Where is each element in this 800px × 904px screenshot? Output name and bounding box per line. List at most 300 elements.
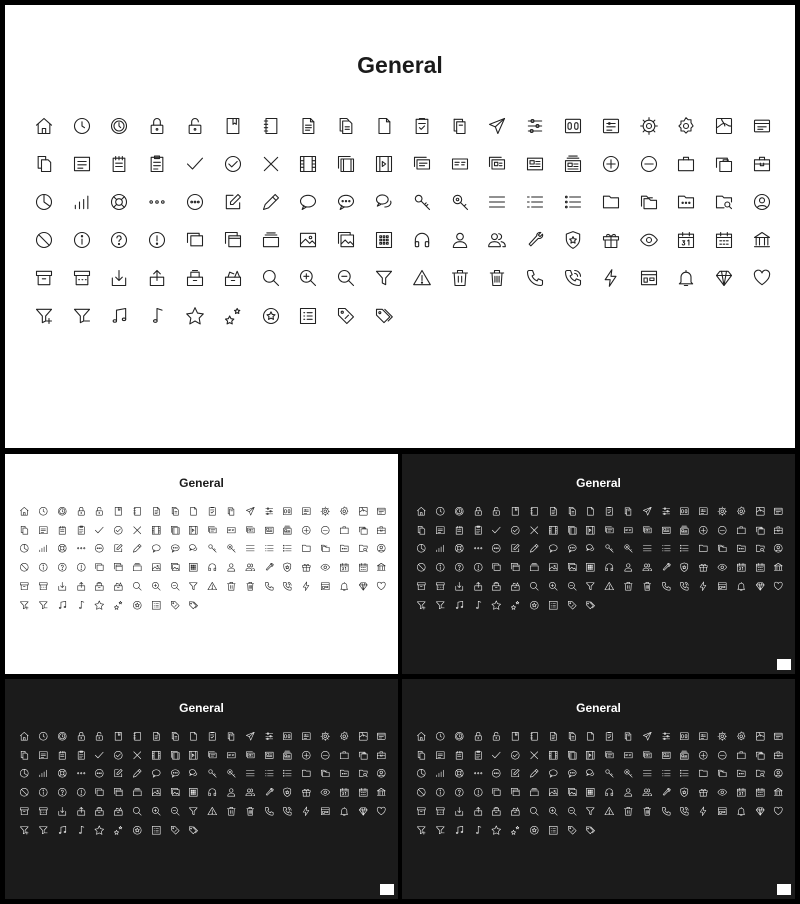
dots-circle-icon (176, 183, 214, 221)
funnel-icon (581, 802, 600, 821)
news-stack-icon (675, 746, 694, 765)
gear-icon (316, 502, 335, 521)
tags-icon (184, 821, 203, 840)
lock-open-icon (90, 502, 109, 521)
copy-icon (412, 746, 431, 765)
clipboard-icon (138, 145, 176, 183)
send-icon (638, 502, 657, 521)
bar-chart-icon (431, 539, 450, 558)
close-icon (525, 521, 544, 540)
warning-icon (403, 259, 441, 297)
list-icon (656, 764, 675, 783)
trash-icon (222, 577, 241, 596)
gear-icon (713, 502, 732, 521)
sliders-icon (259, 502, 278, 521)
calendar-31-icon (335, 558, 354, 577)
blank-page-icon (581, 502, 600, 521)
stars-icon (214, 297, 252, 335)
video-icon (184, 521, 203, 540)
note-icon (63, 145, 101, 183)
music-notes-icon (450, 596, 469, 615)
search-icon (128, 577, 147, 596)
edit-icon (109, 539, 128, 558)
lightning-icon (592, 259, 630, 297)
pencil-icon (525, 764, 544, 783)
stars-icon (109, 596, 128, 615)
note-icon (431, 521, 450, 540)
home-icon (15, 502, 34, 521)
lifebuoy-icon (101, 183, 139, 221)
film-icon (147, 521, 166, 540)
calendar-icon (750, 558, 769, 577)
tag-icon (165, 596, 184, 615)
phone-call-icon (278, 802, 297, 821)
bank-icon (372, 783, 391, 802)
settings-panel-icon (694, 502, 713, 521)
key-icon (600, 764, 619, 783)
chat-cards-icon (403, 145, 441, 183)
zoom-in-icon (147, 577, 166, 596)
box-upload-icon (71, 577, 90, 596)
box-upload-icon (138, 259, 176, 297)
clipboard-page-icon (403, 107, 441, 145)
alert-icon (138, 221, 176, 259)
store-icon (713, 802, 732, 821)
trash-lines-icon (241, 802, 260, 821)
lightning-icon (694, 577, 713, 596)
minus-circle-icon (316, 746, 335, 765)
pencil-icon (128, 539, 147, 558)
image-icon (544, 558, 563, 577)
funnel-plus-icon (15, 821, 34, 840)
phone-call-icon (675, 577, 694, 596)
copy-icon (15, 521, 34, 540)
box-dots-icon (63, 259, 101, 297)
headphones-icon (203, 783, 222, 802)
close-icon (128, 521, 147, 540)
box-upload-icon (468, 802, 487, 821)
shield-star-icon (278, 558, 297, 577)
heart-icon (769, 802, 788, 821)
bank-icon (769, 783, 788, 802)
box-dots-icon (431, 802, 450, 821)
speech-bubble-icon (147, 764, 166, 783)
notebook-icon (128, 727, 147, 746)
archive-box-icon (412, 577, 431, 596)
image-icon (544, 783, 563, 802)
ban-icon (15, 783, 34, 802)
zoom-out-icon (165, 802, 184, 821)
inbox-download-icon (450, 577, 469, 596)
folder-search-icon (705, 183, 743, 221)
user-icon (222, 558, 241, 577)
menu-icon (638, 764, 657, 783)
clock-icon (34, 727, 53, 746)
check-circle-icon (506, 521, 525, 540)
menu-icon (241, 539, 260, 558)
copy-icon (15, 746, 34, 765)
checklist-icon (544, 596, 563, 615)
archive-box-icon (412, 802, 431, 821)
notebook-icon (525, 502, 544, 521)
badge-gear-icon (732, 727, 751, 746)
slide-main (5, 5, 795, 448)
music-note-icon (468, 821, 487, 840)
films-icon (562, 521, 581, 540)
chat-cards-icon (203, 521, 222, 540)
toggle-panel-icon (675, 727, 694, 746)
folder-search-icon (353, 539, 372, 558)
user-circle-icon (769, 764, 788, 783)
lifebuoy-icon (53, 539, 72, 558)
music-notes-icon (101, 297, 139, 335)
calendar-icon (353, 783, 372, 802)
image-icon (147, 783, 166, 802)
star-circle-icon (128, 821, 147, 840)
star-icon (90, 596, 109, 615)
id-card-icon (638, 746, 657, 765)
windows-icon (90, 558, 109, 577)
check-circle-icon (109, 521, 128, 540)
video-icon (184, 746, 203, 765)
shield-star-icon (278, 783, 297, 802)
clock-filled-icon (53, 727, 72, 746)
question-icon (53, 558, 72, 577)
notepad-icon (101, 145, 139, 183)
tag-icon (165, 821, 184, 840)
images-icon (327, 221, 365, 259)
document-lines-icon (290, 107, 328, 145)
key-icon (600, 539, 619, 558)
lightning-icon (297, 802, 316, 821)
zoom-in-icon (147, 802, 166, 821)
dots-circle-icon (487, 539, 506, 558)
slide-title: General (576, 701, 621, 715)
phone-icon (656, 577, 675, 596)
clipboard-page-icon (203, 502, 222, 521)
badge-gear-icon (732, 502, 751, 521)
funnel-plus-icon (15, 596, 34, 615)
archive-box-icon (15, 802, 34, 821)
funnel-minus-icon (63, 297, 101, 335)
video-icon (581, 521, 600, 540)
newspaper-icon (656, 521, 675, 540)
sliders-icon (656, 502, 675, 521)
diamond-icon (353, 577, 372, 596)
map-icon (353, 727, 372, 746)
pie-chart-icon (15, 539, 34, 558)
user-circle-icon (372, 539, 391, 558)
map-icon (353, 502, 372, 521)
speech-pair-icon (581, 539, 600, 558)
blank-page-icon (184, 727, 203, 746)
user-circle-icon (769, 539, 788, 558)
clock-icon (431, 502, 450, 521)
films-icon (327, 145, 365, 183)
documents-icon (327, 107, 365, 145)
home-icon (412, 502, 431, 521)
music-note-icon (468, 596, 487, 615)
lock-closed-icon (468, 727, 487, 746)
clock-icon (431, 727, 450, 746)
video-icon (581, 746, 600, 765)
send-icon (241, 727, 260, 746)
calendar-31-icon (732, 558, 751, 577)
card-icon (619, 746, 638, 765)
minus-circle-icon (316, 521, 335, 540)
trash-lines-icon (638, 577, 657, 596)
list-icon (259, 764, 278, 783)
warning-icon (600, 802, 619, 821)
folder-dots-icon (668, 183, 706, 221)
eye-icon (713, 783, 732, 802)
box-upload-icon (71, 802, 90, 821)
zoom-out-icon (562, 802, 581, 821)
edit-icon (214, 183, 252, 221)
speech-pair-icon (365, 183, 403, 221)
badge-gear-icon (335, 727, 354, 746)
blank-page-icon (581, 727, 600, 746)
clock-filled-icon (53, 502, 72, 521)
window-icon (372, 727, 391, 746)
heart-icon (372, 802, 391, 821)
slide-title: General (179, 701, 224, 715)
phone-call-icon (554, 259, 592, 297)
phone-icon (656, 802, 675, 821)
star-icon (90, 821, 109, 840)
question-icon (53, 783, 72, 802)
folder-dots-icon (732, 539, 751, 558)
gift-icon (694, 558, 713, 577)
clipboard-icon (71, 521, 90, 540)
notepad-icon (53, 521, 72, 540)
gift-icon (694, 783, 713, 802)
newspaper-icon (516, 145, 554, 183)
settings-panel-icon (297, 502, 316, 521)
lock-closed-icon (468, 502, 487, 521)
plus-circle-icon (694, 521, 713, 540)
inbox-download-icon (53, 577, 72, 596)
slide-thumbnail-dark-1 (402, 454, 795, 674)
ban-icon (25, 221, 63, 259)
star-icon (487, 821, 506, 840)
lightning-icon (694, 802, 713, 821)
wrench-icon (259, 558, 278, 577)
box-files-icon (487, 802, 506, 821)
folders-icon (316, 539, 335, 558)
films-icon (165, 746, 184, 765)
users-icon (638, 783, 657, 802)
lock-closed-icon (138, 107, 176, 145)
home-icon (15, 727, 34, 746)
shield-star-icon (675, 558, 694, 577)
key-tag-icon (619, 764, 638, 783)
user-circle-icon (372, 764, 391, 783)
slide-title: General (357, 52, 443, 78)
folder-icon (694, 539, 713, 558)
users-icon (638, 558, 657, 577)
check-icon (90, 746, 109, 765)
news-stack-icon (554, 145, 592, 183)
folder-search-icon (750, 764, 769, 783)
wrench-icon (516, 221, 554, 259)
checklist-icon (147, 596, 166, 615)
check-icon (487, 746, 506, 765)
pencil-icon (525, 539, 544, 558)
dots-circle-icon (487, 764, 506, 783)
toolbox-icon (372, 746, 391, 765)
folder-dots-icon (335, 764, 354, 783)
music-notes-icon (450, 821, 469, 840)
bank-icon (372, 558, 391, 577)
pencil-icon (128, 764, 147, 783)
toggle-panel-icon (278, 502, 297, 521)
calendar-31-icon (668, 221, 706, 259)
box-stuff-icon (506, 577, 525, 596)
list-bullets-icon (554, 183, 592, 221)
funnel-plus-icon (25, 297, 63, 335)
funnel-icon (184, 802, 203, 821)
send-icon (479, 107, 517, 145)
lifebuoy-icon (450, 539, 469, 558)
clipboard-page-icon (203, 727, 222, 746)
minus-circle-icon (713, 746, 732, 765)
search-icon (525, 802, 544, 821)
phone-icon (259, 802, 278, 821)
documents-icon (562, 727, 581, 746)
windows-icon (487, 558, 506, 577)
box-dots-icon (431, 577, 450, 596)
image-icon (147, 558, 166, 577)
window-stack-icon (506, 783, 525, 802)
toggle-panel-icon (278, 727, 297, 746)
heart-icon (372, 577, 391, 596)
lightning-icon (297, 577, 316, 596)
clipboard-page-icon (600, 727, 619, 746)
slide-thumbnail-dark-2 (5, 679, 398, 899)
bank-icon (769, 558, 788, 577)
info-icon (431, 558, 450, 577)
bookmark-book-icon (109, 727, 128, 746)
images-icon (562, 558, 581, 577)
box-files-icon (487, 577, 506, 596)
info-icon (431, 783, 450, 802)
home-icon (25, 107, 63, 145)
lock-closed-icon (71, 502, 90, 521)
window-icon (769, 502, 788, 521)
clock-icon (34, 502, 53, 521)
dots-icon (138, 183, 176, 221)
question-icon (450, 558, 469, 577)
folders-icon (713, 539, 732, 558)
list-bullets-icon (278, 764, 297, 783)
sliders-icon (656, 727, 675, 746)
gear-icon (316, 727, 335, 746)
bookmark-book-icon (109, 502, 128, 521)
diamond-icon (705, 259, 743, 297)
clipboard-page-icon (600, 502, 619, 521)
list-icon (516, 183, 554, 221)
warning-icon (203, 802, 222, 821)
user-icon (222, 783, 241, 802)
warning-icon (203, 577, 222, 596)
tag-icon (562, 821, 581, 840)
box-files-icon (90, 802, 109, 821)
corner-marker (777, 884, 791, 895)
store-icon (316, 802, 335, 821)
gift-icon (592, 221, 630, 259)
warning-icon (600, 577, 619, 596)
images-icon (165, 783, 184, 802)
folder-icon (694, 764, 713, 783)
grid-icon (581, 783, 600, 802)
folder-icon (592, 183, 630, 221)
note-icon (34, 746, 53, 765)
newspaper-icon (259, 521, 278, 540)
box-stuff-icon (506, 802, 525, 821)
film-icon (544, 521, 563, 540)
zoom-out-icon (165, 577, 184, 596)
info-icon (63, 221, 101, 259)
folder-tab-icon (525, 558, 544, 577)
notepad-icon (53, 746, 72, 765)
notebook-icon (525, 727, 544, 746)
pie-chart-icon (412, 764, 431, 783)
lifebuoy-icon (450, 764, 469, 783)
bar-chart-icon (431, 764, 450, 783)
send-icon (241, 502, 260, 521)
music-note-icon (71, 596, 90, 615)
key-icon (203, 539, 222, 558)
trash-lines-icon (638, 802, 657, 821)
phone-icon (259, 577, 278, 596)
document-lines-icon (544, 502, 563, 521)
zoom-in-icon (544, 577, 563, 596)
clock-filled-icon (450, 727, 469, 746)
blank-page-icon (184, 502, 203, 521)
funnel-icon (184, 577, 203, 596)
card-icon (619, 521, 638, 540)
trash-icon (441, 259, 479, 297)
box-stuff-icon (109, 802, 128, 821)
bookmark-book-icon (506, 502, 525, 521)
folders-icon (713, 764, 732, 783)
diamond-icon (750, 802, 769, 821)
window-icon (769, 727, 788, 746)
bar-chart-icon (34, 539, 53, 558)
images-icon (165, 558, 184, 577)
box-dots-icon (34, 802, 53, 821)
dots-circle-icon (90, 764, 109, 783)
box-dots-icon (34, 577, 53, 596)
grid-icon (581, 558, 600, 577)
checklist-icon (147, 821, 166, 840)
window-stack-icon (109, 783, 128, 802)
check-icon (90, 521, 109, 540)
speech-pair-icon (184, 764, 203, 783)
pencil-icon (252, 183, 290, 221)
briefcases-icon (353, 521, 372, 540)
calendar-icon (705, 221, 743, 259)
funnel-plus-icon (412, 821, 431, 840)
calendar-31-icon (732, 783, 751, 802)
windows-icon (487, 783, 506, 802)
note-icon (431, 746, 450, 765)
toolbox-icon (372, 521, 391, 540)
close-icon (525, 746, 544, 765)
bell-icon (335, 802, 354, 821)
wrench-icon (259, 783, 278, 802)
